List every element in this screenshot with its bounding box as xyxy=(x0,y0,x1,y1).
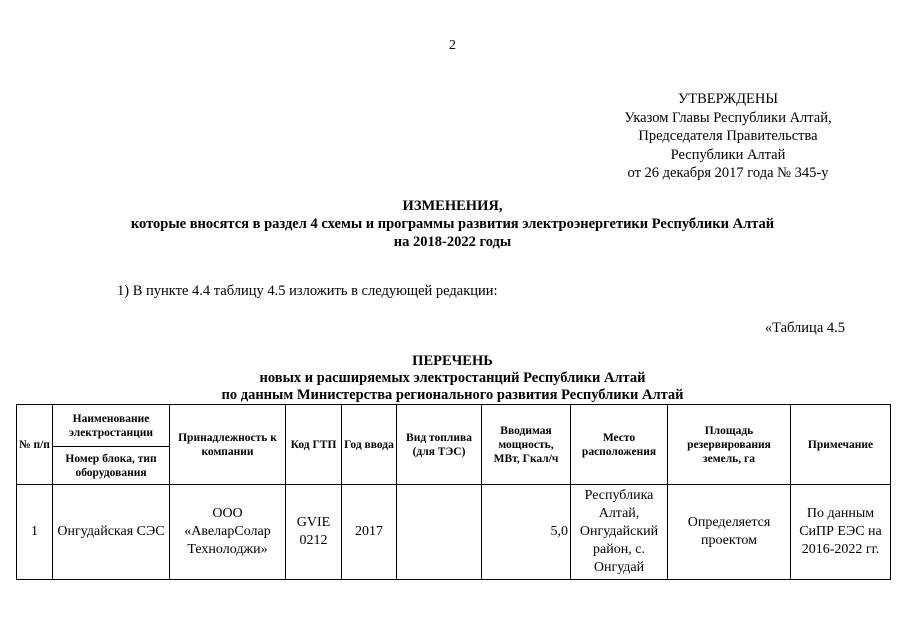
cell-name: Онгудайская СЭС xyxy=(53,485,170,580)
cell-fuel xyxy=(397,485,482,580)
stations-table xyxy=(16,404,891,580)
page-number: 2 xyxy=(449,38,456,53)
cell-num: 1 xyxy=(17,485,53,580)
table-row xyxy=(17,485,891,580)
header-location: Место расположения xyxy=(571,405,668,485)
cell-year: 2017 xyxy=(342,485,397,580)
approval-line: УТВЕРЖДЕНЫ xyxy=(677,91,779,107)
header-name: Наименование электростанции xyxy=(53,405,170,447)
approval-line: Председателя Правительства xyxy=(638,128,818,144)
cell-owner: ООО «АвеларСолар Технолоджи» xyxy=(170,485,286,580)
paragraph: 1) В пункте 4.4 таблицу 4.5 изложить в следующей редакции: xyxy=(117,283,498,299)
header-owner: Принадлежность к компании xyxy=(170,405,286,485)
header-fuel: Вид топлива (для ТЭС) xyxy=(397,405,482,485)
header-area: Площадь резервирования земель, га xyxy=(668,405,791,485)
header-code: Код ГТП xyxy=(286,405,342,485)
changes-heading xyxy=(0,197,905,251)
list-subtitle: по данным Министерства регионального развития Республики Алтай xyxy=(221,387,684,403)
header-capacity: Вводимая мощность, МВт, Гкал/ч xyxy=(482,405,571,485)
header-unit: Номер блока, тип оборудования xyxy=(53,447,170,485)
cell-area: Определяется проектом xyxy=(668,485,791,580)
approval-line: от 26 декабря 2017 года № 345-у xyxy=(627,165,829,181)
header-num: № п/п xyxy=(17,405,53,485)
cell-location: Республика Алтай, Онгудайский район, с. Онгудай xyxy=(571,485,668,580)
header-year: Год ввода xyxy=(342,405,397,485)
table-label: «Таблица 4.5 xyxy=(764,320,845,336)
header-row xyxy=(17,405,891,447)
approval-line: Указом Главы Республики Алтай, xyxy=(624,109,832,126)
list-title: ПЕРЕЧЕНЬ xyxy=(412,353,493,369)
changes-subtitle: на 2018-2022 годы xyxy=(393,234,512,250)
list-heading xyxy=(0,353,905,404)
header-note: Примечание xyxy=(791,405,891,485)
cell-note: По данным СиПР ЕЭС на 2016-2022 гг. xyxy=(791,485,891,580)
changes-subtitle: которые вносятся в раздел 4 схемы и программы развития электроэнергетики Республики Алтай xyxy=(130,216,775,232)
changes-title: ИЗМЕНЕНИЯ, xyxy=(402,198,503,214)
approval-block xyxy=(598,90,858,183)
list-subtitle: новых и расширяемых электростанций Республики Алтай xyxy=(259,370,646,386)
cell-code: GVIE 0212 xyxy=(286,485,342,580)
cell-capacity: 5,0 xyxy=(482,485,571,580)
approval-line: Республики Алтай xyxy=(670,146,786,163)
